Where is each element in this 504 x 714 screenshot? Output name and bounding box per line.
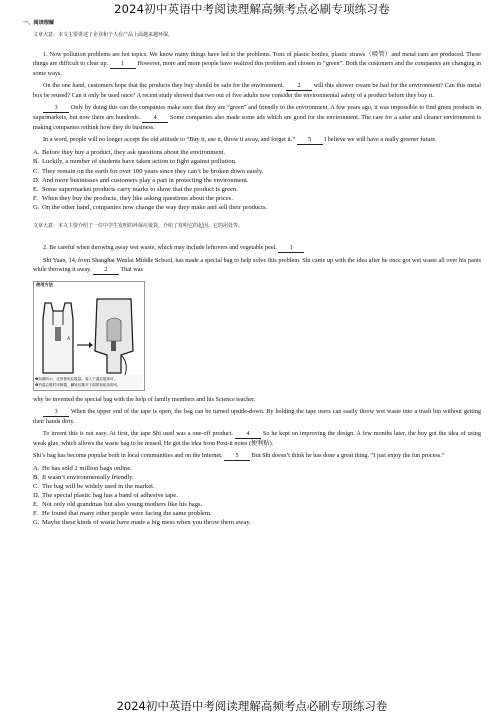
- figure-title: 使用方法: [36, 282, 53, 288]
- option-d: D. And more businesses and customers play a part in protecting the environment.: [33, 176, 249, 184]
- text: When the upper end of the tape is open, the bag can be turned upside-down. By holding the tape users can easily throw wet waste into a trash bin without getting their hands dirty.: [33, 407, 482, 425]
- blank-3: 3: [43, 103, 69, 113]
- option-e: E. Some supermarket products carry marks to show that the product is green.: [33, 185, 238, 193]
- figure-label-a: A: [67, 337, 71, 343]
- passage1-paragraph-1: [33, 50, 481, 79]
- text: why he invented the special bag with the help of family members and his Science teacher.: [33, 396, 256, 404]
- passage2-paragraph-1: [33, 243, 481, 253]
- option-e: E. Not only old grandmas but also young mothers like his bags.: [33, 501, 203, 509]
- passage2-paragraph-4: [33, 407, 481, 426]
- section-title: 一、阅读理解: [23, 20, 55, 26]
- page-header: 2024初中英语中考阅读理解高频考点必刷专项练习卷: [114, 2, 390, 16]
- blank-1: 1: [278, 243, 304, 253]
- option-f: F. When they buy the products, they like asking questions about the prices.: [33, 194, 233, 202]
- figure-caption-2: ❷扔湿垃圾时可倒置，翻转后撕开下面的粘贴条即可。: [35, 383, 121, 388]
- text: Only by doing this can the companies make sure that they are “green” and friendly to the environment. A few years ago, it was impossible to find green products in supermarkets, but now there are hundreds.: [33, 104, 482, 122]
- option-g: G. Maybe these kinds of waste have made a big mess when you throw them away.: [33, 519, 251, 527]
- option-b: B. Luckily, a number of students have taken action to fight against pollution.: [33, 158, 237, 166]
- bag-illustration: [33, 281, 145, 391]
- text: That was: [120, 265, 143, 273]
- text: But Shi doesn’t think he has done a great thing. “I just enjoy the fun process.”: [251, 451, 445, 459]
- option-c: C. The bag will be widely used in the market.: [33, 483, 155, 490]
- passage1-summary: 文章大意：本文主要讲述了企业和个人在产品上面越来越环保。: [33, 32, 174, 38]
- passage2-paragraph-5: [33, 429, 481, 448]
- option-g: G. On the other hand, companies now change the way they make and sell their products.: [33, 203, 268, 211]
- blank-5: 5: [297, 135, 323, 145]
- blank-4: 4: [235, 429, 261, 439]
- text: Shi’s bag has become popular both in local communities and on the Internet.: [33, 451, 223, 459]
- blank-4: 4: [142, 113, 168, 123]
- option-f: F. He found that many other people were facing the same problem.: [33, 510, 212, 518]
- passage2-paragraph-3: [33, 395, 481, 404]
- passage2-paragraph-6: [33, 451, 481, 461]
- text: So he kept on improving the design. A few months later, the boy got the idea of using weak glue, which allows the waste bag to be reused. He got the idea from Post-it notes (便利贴).: [33, 429, 481, 447]
- option-d: D. The special plastic bag has a band of adhesive tape.: [33, 492, 178, 500]
- blank-3: 3: [43, 407, 69, 417]
- text: Some companies also made some ads which are good for the environment. The care for a safer and cleaner environment is making companies rethink how they do business.: [33, 114, 482, 132]
- document-content: [23, 19, 482, 527]
- passage1-paragraph-4: [33, 135, 481, 145]
- option-a: A. Before they buy a product, they ask questions about the environment.: [33, 149, 226, 157]
- passage2-summary: 文章大意：本文主要介绍了一位中学生发明的环保垃圾袋，介绍了发明它的起因、它的用处等。: [33, 222, 244, 229]
- passage2-paragraph-2: [33, 256, 481, 275]
- passage2-options: [33, 464, 481, 528]
- passage1-options: [33, 148, 481, 212]
- text: To invent this is not easy. At first, the tape Shi used was a one-off product.: [43, 429, 233, 437]
- option-b: B. It wasn’t environmentally friendly.: [33, 473, 134, 481]
- passage1-paragraph-2: [33, 81, 481, 100]
- blank-1: 1: [110, 59, 136, 69]
- blank-2: 2: [93, 265, 119, 275]
- text: Shi Yuan, 14, from Shanghai Wenlai Middle School, has made a special bag to help solve this problem. Shi came up with the idea after he once got wet waste all over his pants while throwing it away.: [33, 256, 481, 273]
- passage1-paragraph-3: [33, 103, 481, 133]
- text: On the one hand, customers hope that the products they buy should be safe for the environment.: [43, 82, 285, 90]
- option-a: A. He has sold 2 million bags online.: [33, 464, 132, 472]
- text: 2. Be careful when throwing away wet waste, which may include leftovers and vegetable peel.: [43, 243, 277, 251]
- blank-5: 5: [224, 451, 250, 461]
- text: However, more and more people have realized this problem and chosen to “green”. Both the customers and the companies are changing in some ways.: [33, 60, 482, 78]
- blank-2: 2: [286, 81, 312, 91]
- text: In a word, people will no longer accept the old attitude to “Buy it, use it, throw it away, and forget it.”: [43, 136, 296, 144]
- text: I believe we will have a really greener future.: [324, 136, 437, 144]
- figure-caption-1: ❶如图所示，正常使用垃圾袋，装入干湿垃圾即可。: [35, 377, 118, 382]
- text: will this shower cream be bad for the environment? Can this metal box be reused? Can it only be used once? A recent study showed that two out of five adults now consider the environmental safety of a product before they buy it.: [33, 82, 481, 100]
- text: 1. Now pollution problems are hot topics. We know many things have led to the problems. Tons of plastic bottles, plastic straws（吸管）and metal cans are produced. These things are difficult to clear up.: [33, 51, 481, 68]
- option-c: C. They remain on the earth for over 100 years since they can’t be broken down easily.: [33, 167, 264, 175]
- page-footer: 2024初中英语中考阅读理解高频考点必刷专项练习卷: [116, 699, 388, 713]
- usage-figure: [33, 281, 145, 391]
